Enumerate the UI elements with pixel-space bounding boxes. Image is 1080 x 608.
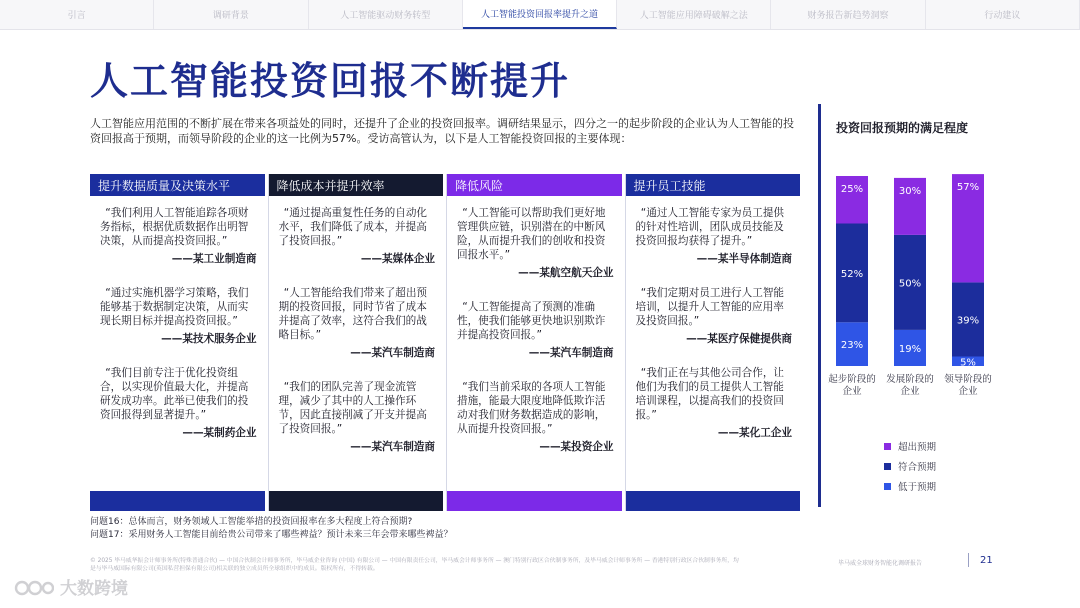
page-number: 21 (980, 555, 993, 566)
column-employee-skills (625, 174, 801, 511)
nav-tab-obstacles[interactable]: 人工智能应用障碍破解之法 (617, 0, 771, 29)
nav-tab-roi[interactable]: 人工智能投资回报率提升之道 (463, 0, 617, 29)
bar-value-label: 39% (956, 315, 980, 327)
column-footer-bar (269, 491, 444, 511)
footnotes (90, 516, 452, 542)
category-label: 企业 (900, 386, 920, 397)
column-footer-bar (626, 491, 801, 511)
nav-tab-ai-transformation[interactable]: 人工智能驱动财务转型 (309, 0, 463, 29)
quote-text: “我们当前采取的各项人工智能措施，能最大限度地降低欺诈活动对我们财务数据造成的影响，从而提升投资回报。” (457, 381, 606, 435)
report-name: 毕马威全球财务智能化调研报告 (838, 560, 923, 567)
bar-value-label: 25% (840, 184, 864, 195)
copyright-notice: © 2025 毕马威华振会计师事务所(特殊普通合伙) — 中国合伙制会计师事务所，毕马威企业咨询 (中国) 有限公司 — 中国有限责任公司，毕马威会计师事务所 — 澳门特别行政区合伙制事务所，及毕马威会计师事务所 — 香港特别行政区合伙制事务所，均是与毕马威国际有限公司(英国私营担保有限公司)相关联的独立成员所全球组织中的成员。版权所有，不得转载。 (90, 558, 739, 572)
watermark-text: 大数跨境 (60, 579, 128, 599)
column-header: 提升员工技能 (626, 174, 801, 196)
quote-source: ——某工业制造商 (171, 253, 257, 265)
nav-tab-intro[interactable]: 引言 (0, 0, 154, 29)
footnote-question-16: 问题16：总体而言，财务领域人工智能举措的投资回报率在多大程度上符合预期? (90, 517, 413, 527)
quote-text: “人工智能可以帮助我们更好地管理供应链，识别潜在的中断风险，从而提升我们的创收和投资回报水平。” (457, 207, 606, 261)
intro-paragraph: 人工智能应用范围的不断扩展在带来各项益处的同时，还提升了企业的投资回报率。调研结果显示，四分之一的起步阶段的企业认为人工智能的投资回报高于预期，而领导阶段的企业的这一比例为57%。受访高管认为，以下是人工智能投资回报的主要体现： (90, 117, 794, 145)
bar-value-label: 5% (960, 357, 976, 369)
column-body (269, 196, 444, 491)
page-number-divider (968, 553, 969, 567)
column-cost-efficiency (268, 174, 444, 511)
bar-value-label: 52% (840, 268, 864, 280)
column-header: 降低风险 (447, 174, 622, 196)
quote-text: “通过提高重复性任务的自动化水平，我们降低了成本，并提高了投资回报。” (278, 207, 428, 247)
chart-divider-rule (818, 104, 821, 507)
category-label: 领导阶段的 (944, 374, 992, 385)
benefit-columns (90, 174, 800, 511)
column-header: 降低成本并提升效率 (269, 174, 444, 196)
bar-value-label: 23% (840, 340, 864, 352)
nav-tab-recommendations[interactable]: 行动建议 (926, 0, 1080, 29)
quote-text: “我们定期对员工进行人工智能培训，以提升人工智能的应用率及投资回报。” (635, 287, 785, 327)
quote-source: ——某制药企业 (182, 427, 257, 439)
quote-text: “我们的团队完善了现金流管理，减少了其中的人工操作环节，因此直接削减了开支并提高了投资回报。” (278, 381, 427, 435)
footnote-question-17: 问题17：采用财务人工智能目前给贵公司带来了哪些裨益？预计未来三年会带来哪些裨益？ (90, 530, 453, 540)
stacked-bar-chart (826, 140, 996, 505)
bar-value-label: 30% (898, 185, 922, 197)
quote-text: “人工智能提高了预测的准确性，使我们能够更快地识别欺诈并提高投资回报。” (457, 301, 606, 341)
quote-text: “通过人工智能专家为员工提供的针对性培训，团队成员技能及投资回报均获得了提升。” (635, 207, 785, 247)
quote-source: ——某医疗保健提供商 (686, 333, 792, 345)
quote-text: “我们利用人工智能追踪各项财务指标，根据优质数据作出明智决策，从而提高投资回报。” (100, 207, 249, 247)
quote-source: ——某航空航天企业 (518, 267, 614, 279)
quote-source: ——某投资企业 (539, 441, 614, 453)
quote-text: “人工智能给我们带来了超出预期的投资回报，同时节省了成本并提高了效率，这符合我们的战略目标。” (278, 287, 428, 341)
column-data-quality (90, 174, 265, 511)
bar-value-label: 57% (956, 182, 980, 194)
column-body (90, 196, 265, 491)
category-label: 起步阶段的 (828, 374, 876, 385)
quote-text: “我们正在与其他公司合作，让他们为我们的员工提供人工智能培训课程，以提高我们的投资回报。” (635, 367, 785, 421)
legend-swatch (884, 483, 891, 490)
quote-text: “通过实施机器学习策略，我们能够基于数据制定决策，从而实现长期目标并提高投资回报。” (100, 287, 249, 327)
legend-label: 超出预期 (898, 442, 937, 453)
column-risk-reduction (446, 174, 622, 511)
nav-tab-reporting-trends[interactable]: 财务报告新趋势洞察 (771, 0, 925, 29)
legend-swatch (884, 463, 891, 470)
legend-label: 低于预期 (898, 482, 937, 493)
bar-value-label: 19% (898, 343, 922, 355)
quote-source: ——某汽车制造商 (350, 347, 435, 359)
nav-tab-background[interactable]: 调研背景 (154, 0, 308, 29)
column-header: 提升数据质量及决策水平 (90, 174, 265, 196)
quote-source: ——某汽车制造商 (528, 347, 614, 359)
quote-source: ——某汽车制造商 (350, 441, 435, 453)
column-body (447, 196, 622, 491)
chart-title: 投资回报预期的满足程度 (836, 121, 969, 135)
quote-source: ——某化工企业 (717, 427, 792, 439)
quote-source: ——某半导体制造商 (696, 253, 792, 265)
legend-swatch (884, 443, 891, 450)
watermark (14, 574, 128, 599)
column-body (626, 196, 801, 491)
quote-text: “我们目前专注于优化投资组合，以实现价值最大化，并提高研发成功率。此举已使我们的投资回报得到显著提升。” (100, 367, 249, 421)
top-nav (0, 0, 1080, 30)
quote-source: ——某技术服务企业 (161, 333, 257, 345)
legend-label: 符合预期 (898, 462, 937, 473)
page-title: 人工智能投资回报不断提升 (90, 59, 571, 103)
quote-source: ——某媒体企业 (360, 253, 435, 265)
category-label: 企业 (842, 386, 862, 397)
column-footer-bar (447, 491, 622, 511)
column-footer-bar (90, 491, 265, 511)
watermark-logo-icon (14, 576, 54, 598)
category-label: 发展阶段的 (886, 374, 934, 385)
category-label: 企业 (958, 386, 978, 397)
bar-value-label: 50% (898, 278, 922, 290)
